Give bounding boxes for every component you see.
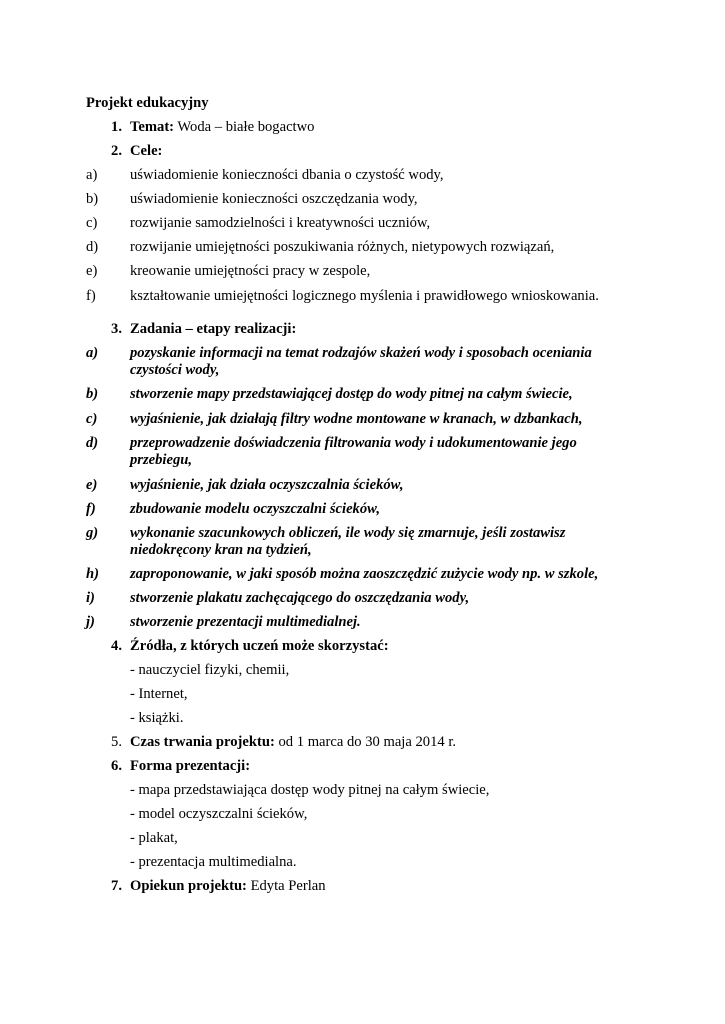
section-label: Zadania – etapy realizacji:: [130, 321, 297, 337]
section-value: od 1 marca do 30 maja 2014 r.: [274, 734, 457, 750]
section-number: 6.: [111, 758, 122, 774]
section-number: 4.: [111, 638, 122, 654]
section-number: 1.: [111, 119, 122, 135]
section-label: Czas trwania projektu:: [130, 734, 275, 750]
section-value: Edyta Perlan: [246, 878, 326, 894]
section-number: 5.: [111, 734, 122, 750]
section-label: Opiekun projektu:: [130, 878, 247, 894]
section-number: 7.: [111, 878, 122, 894]
section-label: Temat:: [130, 119, 175, 135]
document-page: Projekt edukacyjny 1. Temat: Woda – białe bogactwo 2. Cele: a) uświadomienie konieczności dbania o czystość wody, b) uświadomienie konieczności oszczędzania wody, c) rozwijanie samodzielności i kreatywności uczniów, d) rozwijanie umiejętności poszukiwania różnych, nietypowych rozwiązań, e) kreowanie umiejętności pracy w zespole, f) kształtowanie umiejętności logicznego myślenia i prawidłowego wnioskowania. 3. Zadania – etapy realizacji: a) pozyskanie informacji na temat rodzajów skażeń wody i sposobach oceniania czystości wody, b) stworzenie mapy przedstawiającej dostęp do wody pitnej na całym świecie, c) wyjaśnienie, jak działają filtry wodne montowane w kranach, w dzbankach, d) przeprowadzenie doświadczenia filtrowania wody i udokumentowanie jego przebiegu, e) wyjaśnienie, jak działa oczyszczalnia ścieków, f) zbudowanie modelu oczyszczalni ścieków, g) wykonanie szacunkowych obliczeń, ile wody się zmarnuje, jeśli zostawisz niedokręcony kran na tydzień, h) zaproponowanie, w jaki sposób można zaoszczędzić zużycie wody np. w szkole, i) stworzenie plakatu zachęcającego do oszczędzania wody, j) stworzenie prezentacji multimedialnej. 4. Źródła, z których uczeń może skorzystać: - nauczyciel fizyki, chemii, - Internet, - książki. 5. Czas trwania projektu: od 1 marca do 30 maja 2014 r. 6. Forma prezentacji: - mapa przedstawiająca dostęp wody pitnej na całym świecie, - model oczyszczalni ścieków, - plakat, - prezentacja multimedialna. 7. Opiekun projektu: Edyta Perlan: [86, 95, 599, 894]
section-number: 3.: [111, 321, 122, 337]
section-label: Forma prezentacji:: [130, 758, 251, 774]
section-label: Źródła, z których uczeń może skorzystać:: [130, 638, 389, 654]
section-number: 2.: [111, 143, 122, 159]
document-title: Projekt edukacyjny: [86, 95, 209, 111]
section-value: Woda – białe bogactwo: [174, 119, 315, 135]
section-label: Cele:: [130, 143, 163, 159]
